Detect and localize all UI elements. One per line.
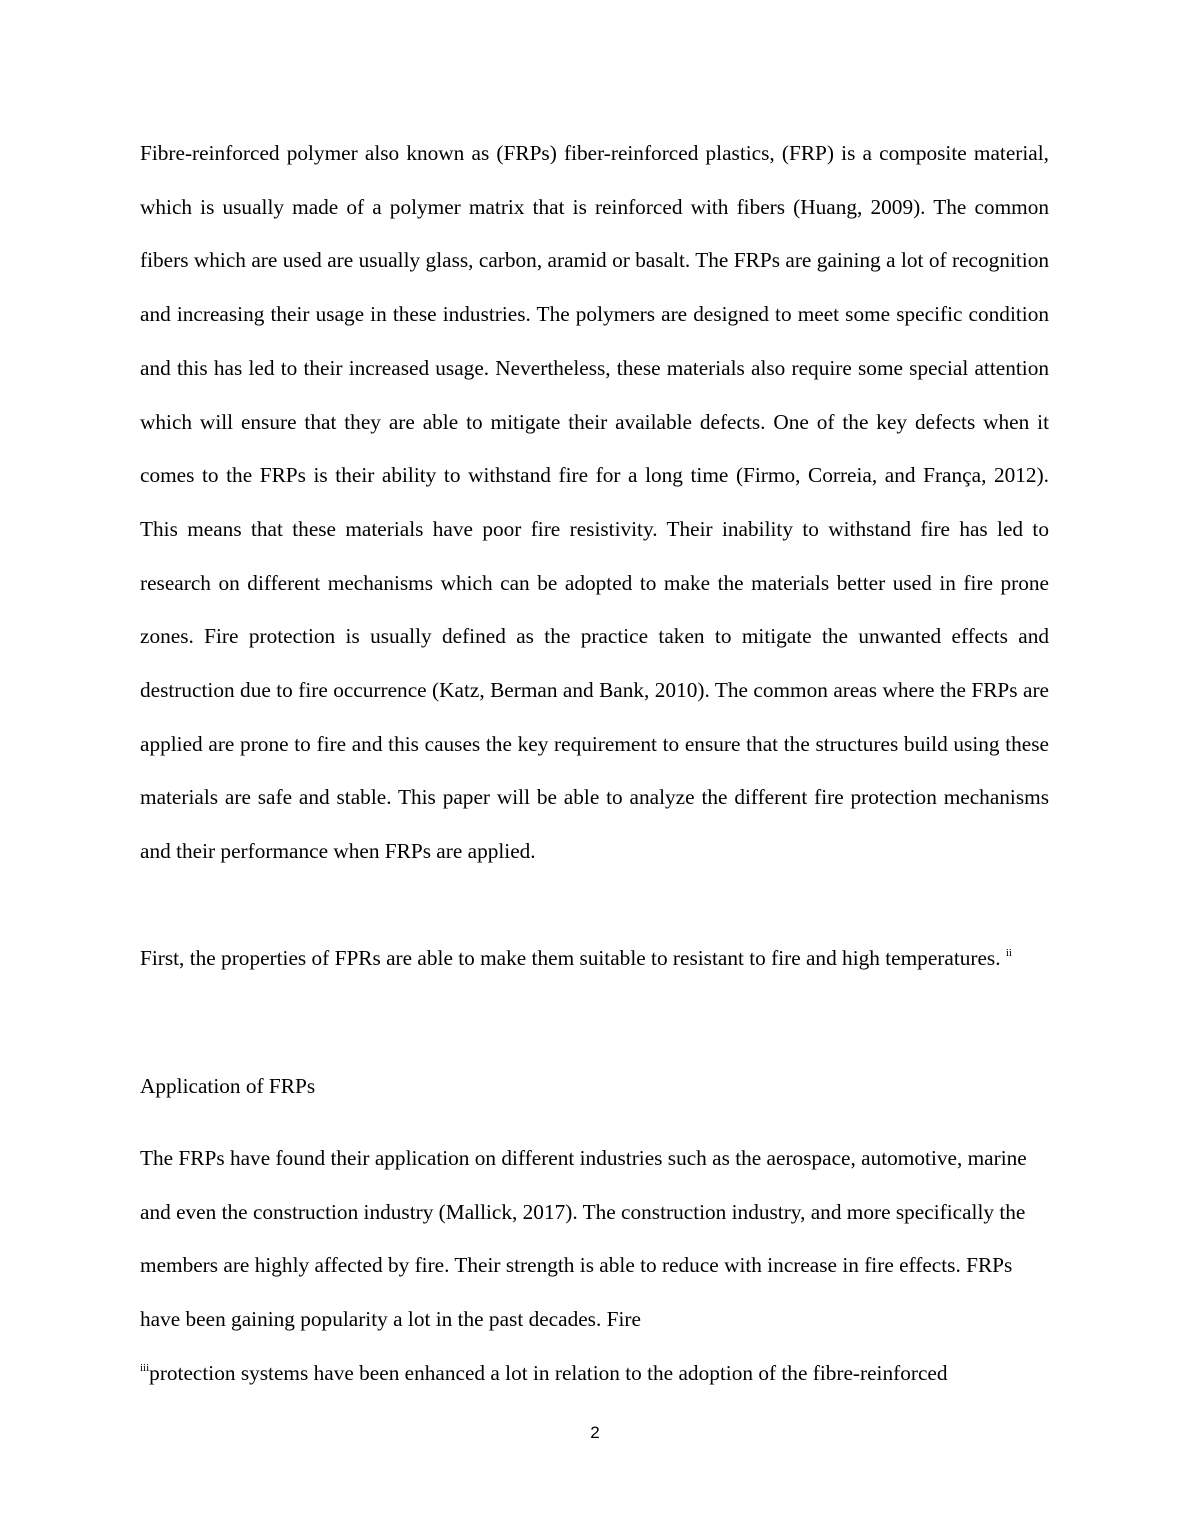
paragraph-text-content: The FRPs have found their application on different industries such as the aerospace, automotive, marine and even the construction industry (Mallick, 2017). The construction industry, and more specifically the members are highly affected by fire. Their strength is able to reduce with increase in fire effects. FRPs have been gaining popularity a lot in the past decades. Fire — [140, 1146, 1027, 1332]
section-heading: Application of FRPs — [140, 1074, 316, 1098]
paragraph-text — [140, 1132, 1049, 1401]
endnote-reference[interactable]: iii — [140, 1361, 150, 1374]
body-paragraph-intro — [140, 127, 1049, 879]
paragraph-text: Fibre-reinforced polymer also known as (FRPs) fiber-reinforced plastics, (FRP) is a composite material, which is usually made of a polymer matrix that is reinforced with fibers (Huang, 2009). The common fibers which are used are usually glass, carbon, aramid or basalt. The FRPs are gaining a lot of recognition and increasing their usage in these industries. The polymers are designed to meet some specific condition and this has led to their increased usage. Nevertheless, these materials also require some special attention which will ensure that they are able to mitigate their available defects. One of the key defects when it comes to the FRPs is their ability to withstand fire for a long time (Firmo, Correia, and França, 2012). This means that these materials have poor fire resistivity. Their inability to withstand fire has led to research on different mechanisms which can be adopted to make the materials better used in fire prone zones. Fire protection is usually defined as the practice taken to mitigate the unwanted effects and destruction due to fire occurrence (Katz, Berman and Bank, 2010). The common areas where the FRPs are applied are prone to fire and this causes the key requirement to ensure that the structures build using these materials are safe and stable. This paper will be able to analyze the different fire protection mechanisms and their performance when FRPs are applied. — [140, 141, 1049, 864]
endnote-reference[interactable]: ii — [1005, 947, 1012, 959]
paragraph-text-continued: protection systems have been enhanced a lot in relation to the adoption of the fibre-reinforced — [149, 1360, 948, 1385]
body-paragraph-application — [140, 1132, 1049, 1401]
paragraph-text — [140, 932, 1049, 986]
body-paragraph-properties — [140, 932, 1049, 986]
paragraph-text-content: First, the properties of FPRs are able to make them suitable to resistant to fire and high temperatures. — [140, 946, 1006, 970]
page-number: 2 — [590, 1423, 600, 1442]
